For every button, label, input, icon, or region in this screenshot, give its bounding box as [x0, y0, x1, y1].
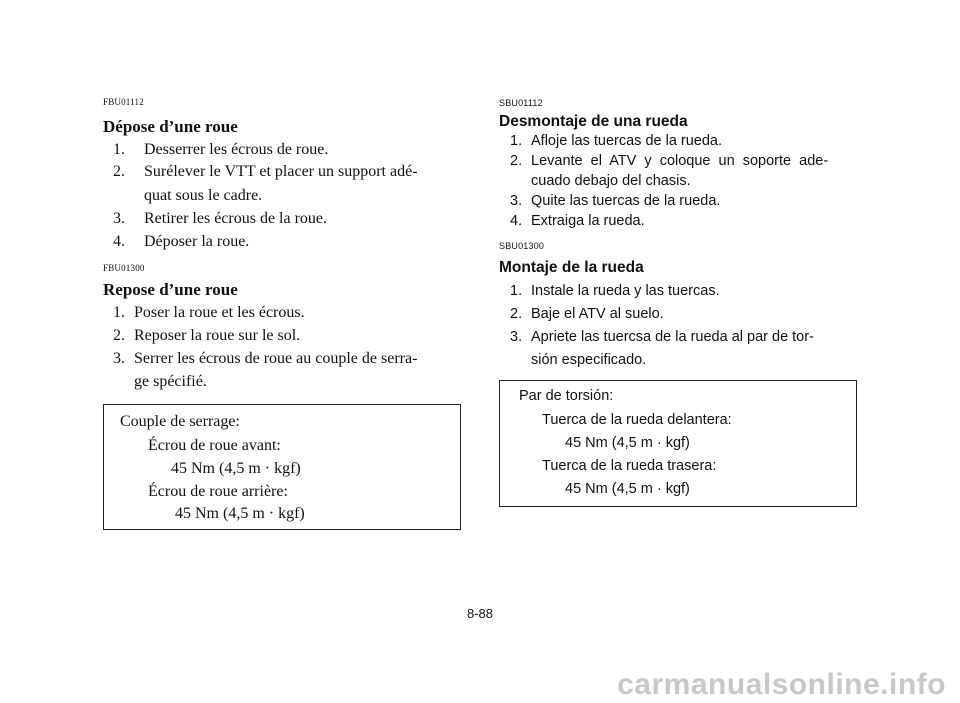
section-code: FBU01300 [103, 263, 145, 273]
page-number: 8-88 [466, 606, 494, 621]
rear-nut-value: 45 Nm (4,5 m · kgf) [175, 505, 305, 522]
section-title: Desmontaje de una rueda [499, 113, 688, 130]
front-nut-value: 45 Nm (4,5 m · kgf) [171, 460, 301, 477]
front-nut-label: Écrou de roue avant: [148, 437, 281, 454]
section-title: Repose d’une roue [103, 280, 238, 299]
front-nut-label: Tuerca de la rueda delantera: [542, 412, 732, 428]
section-title: Montaje de la rueda [499, 259, 644, 276]
rear-nut-label: Écrou de roue arrière: [148, 483, 288, 500]
torque-title: Couple de serrage: [120, 413, 240, 430]
section-code: FBU01112 [103, 97, 144, 107]
torque-title: Par de torsión: [519, 388, 614, 404]
section-code: SBU01112 [499, 98, 543, 108]
rear-nut-value: 45 Nm (4,5 m · kgf) [565, 481, 690, 497]
torque-spec-box [103, 404, 461, 530]
front-nut-value: 45 Nm (4,5 m · kgf) [565, 435, 690, 451]
watermark: carmanualsonline.info [617, 668, 946, 701]
torque-spec-box [499, 380, 857, 507]
rear-nut-label: Tuerca de la rueda trasera: [542, 458, 717, 474]
section-title: Dépose d’une roue [103, 117, 238, 136]
section-code: SBU01300 [499, 241, 545, 251]
